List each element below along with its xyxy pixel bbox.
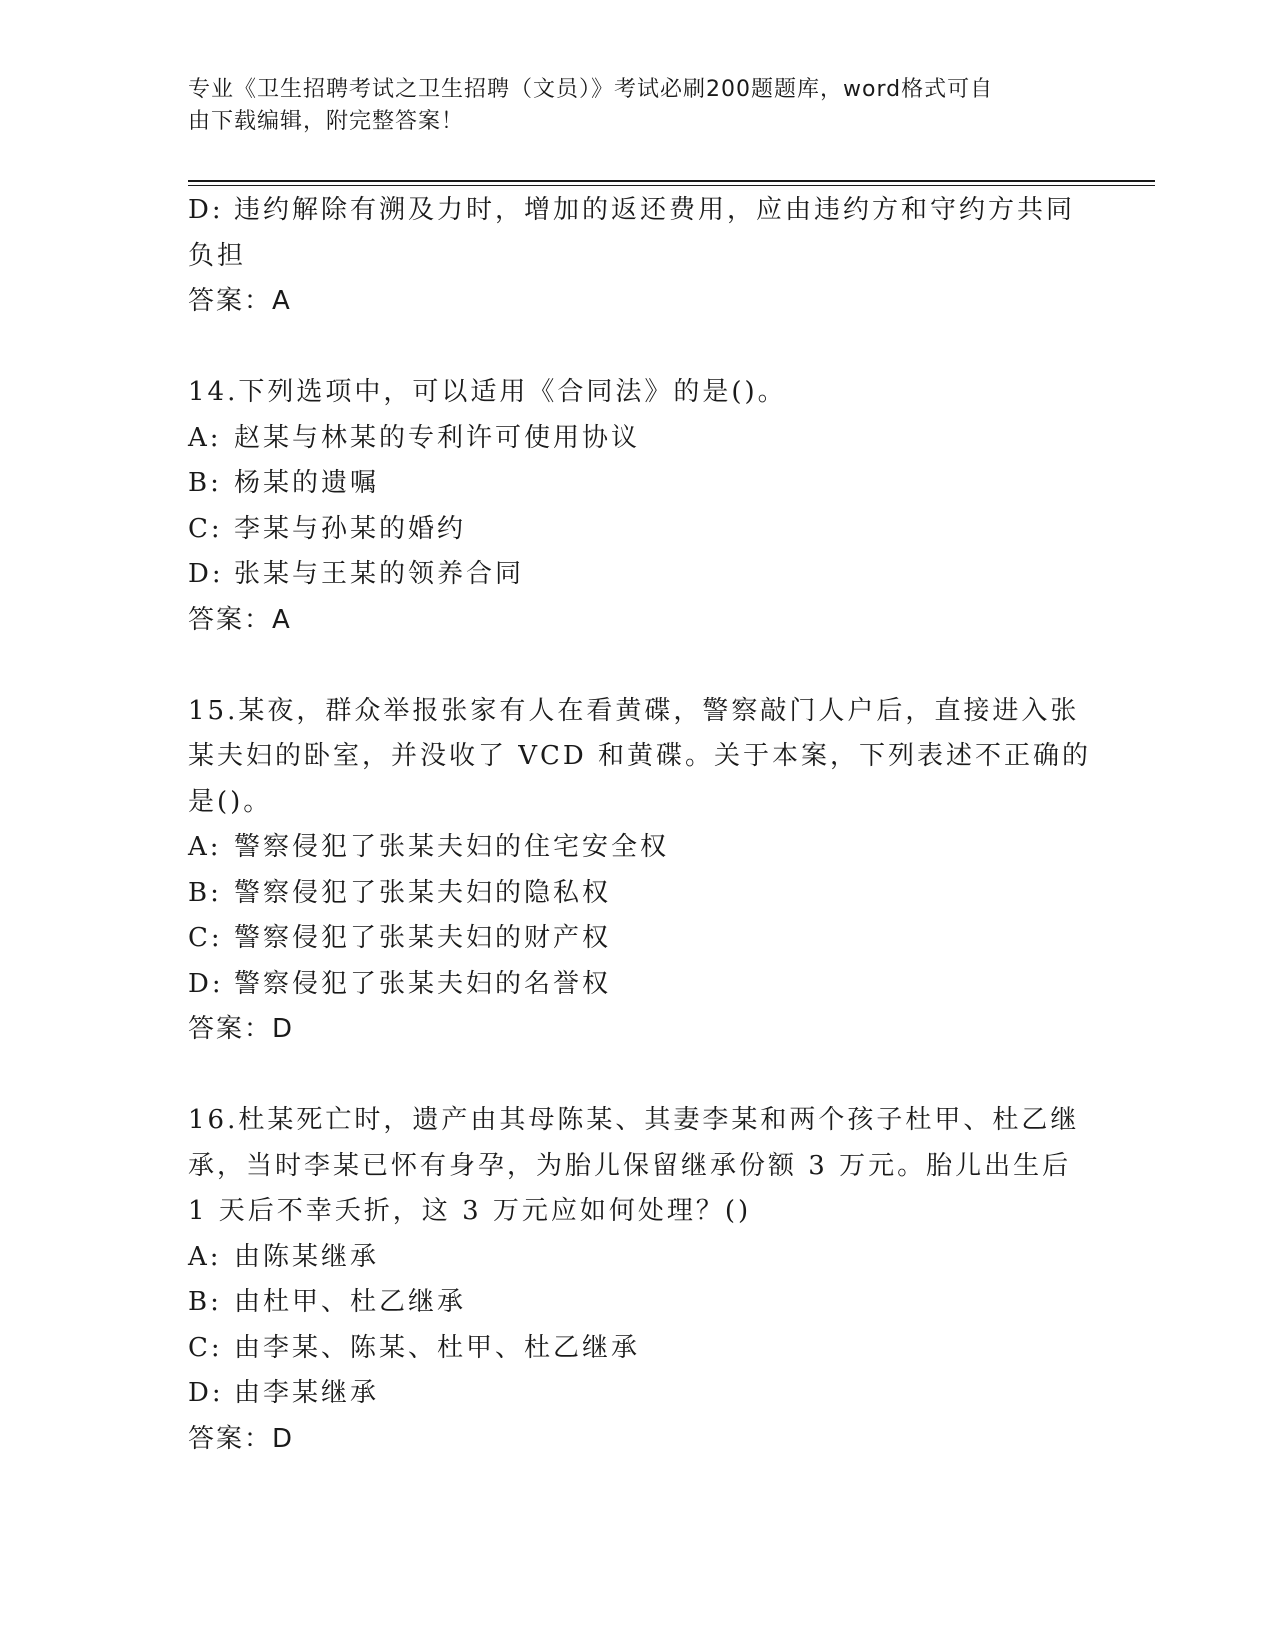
option-text: 杨某的遗嘱 — [234, 468, 380, 498]
q15-stem-line-1: 15.某夜，群众举报张家有人在看黄碟，警察敲门人户后，直接进入张 — [188, 695, 1080, 726]
q16-stem-line-3: 1 天后不幸夭折，这 3 万元应如何处理？() — [188, 1196, 752, 1226]
option-letter: D: — [188, 559, 224, 589]
q15-option-d — [188, 962, 1088, 1008]
q16-stem-line-2: 承，当时李某已怀有身孕，为胎儿保留继承份额 3 万元。胎儿出生后 — [188, 1150, 1072, 1181]
q14-stem: 14.下列选项中，可以适用《合同法》的是()。 — [188, 377, 787, 407]
q16-stem-line-1: 16.杜某死亡时，遗产由其母陈某、其妻李某和两个孩子杜甲、杜乙继 — [188, 1105, 1080, 1135]
option-text: 警察侵犯了张某夫妇的住宅安全权 — [234, 832, 670, 862]
option-text: 警察侵犯了张某夫妇的隐私权 — [234, 877, 612, 908]
option-letter: B: — [188, 877, 222, 908]
q15-stem-line-3: 是()。 — [188, 786, 273, 817]
option-letter: D: — [188, 195, 224, 225]
option-letter: C: — [188, 513, 223, 544]
q15-option-c — [188, 916, 1088, 962]
spacer — [188, 1053, 1088, 1099]
option-text: 违约解除有溯及力时，增加的返还费用，应由违约方和守约方共同 — [234, 195, 1076, 225]
option-letter: D: — [188, 968, 224, 999]
prev-answer: 答案：A — [188, 286, 292, 316]
option-text: 警察侵犯了张某夫妇的财产权 — [234, 923, 612, 953]
option-letter: C: — [188, 923, 223, 953]
q14-option-c — [188, 507, 1088, 553]
q14-option-d — [188, 552, 1088, 598]
q14-answer: 答案：A — [188, 604, 292, 635]
option-text: 由陈某继承 — [234, 1241, 380, 1272]
option-letter: A: — [188, 422, 222, 453]
header-divider-thin — [188, 185, 1155, 186]
header-divider-thick — [188, 180, 1155, 182]
option-text: 由李某继承 — [234, 1378, 380, 1408]
q16-option-b — [188, 1280, 1088, 1326]
spacer — [188, 643, 1088, 689]
q14-option-b — [188, 461, 1088, 507]
option-letter: B: — [188, 468, 222, 498]
prev-option-d — [188, 188, 1088, 234]
q16-option-a — [188, 1235, 1088, 1281]
option-letter: B: — [188, 1287, 222, 1317]
q15-stem-line-2: 某夫妇的卧室，并没收了 VCD 和黄碟。关于本案，下列表述不正确的 — [188, 741, 1092, 771]
option-text: 李某与孙某的婚约 — [234, 513, 467, 544]
q15-option-b — [188, 871, 1088, 917]
q15-option-a — [188, 825, 1088, 871]
header-line-1: 专业《卫生招聘考试之卫生招聘（文员）》考试必刷200题题库，word格式可自 — [188, 77, 994, 102]
q16-option-c — [188, 1326, 1088, 1372]
q15-answer: 答案：D — [188, 1014, 295, 1044]
option-letter: A: — [188, 1241, 222, 1272]
q16-option-d — [188, 1371, 1088, 1417]
prev-option-d-continued: 负担 — [188, 240, 247, 271]
option-text: 由杜甲、杜乙继承 — [234, 1287, 467, 1317]
option-letter: C: — [188, 1332, 223, 1363]
option-text: 由李某、陈某、杜甲、杜乙继承 — [234, 1332, 641, 1363]
q16-answer: 答案：D — [188, 1423, 295, 1454]
header-line-2: 由下载编辑，附完整答案！ — [188, 109, 465, 134]
option-letter: D: — [188, 1378, 224, 1408]
q14-option-a — [188, 416, 1088, 462]
document-header — [188, 74, 1068, 138]
spacer — [188, 325, 1088, 371]
question-body — [188, 188, 1092, 1462]
option-text: 赵某与林某的专利许可使用协议 — [234, 422, 641, 453]
option-letter: A: — [188, 832, 222, 862]
option-text: 警察侵犯了张某夫妇的名誉权 — [234, 968, 612, 999]
option-text: 张某与王某的领养合同 — [234, 559, 525, 589]
